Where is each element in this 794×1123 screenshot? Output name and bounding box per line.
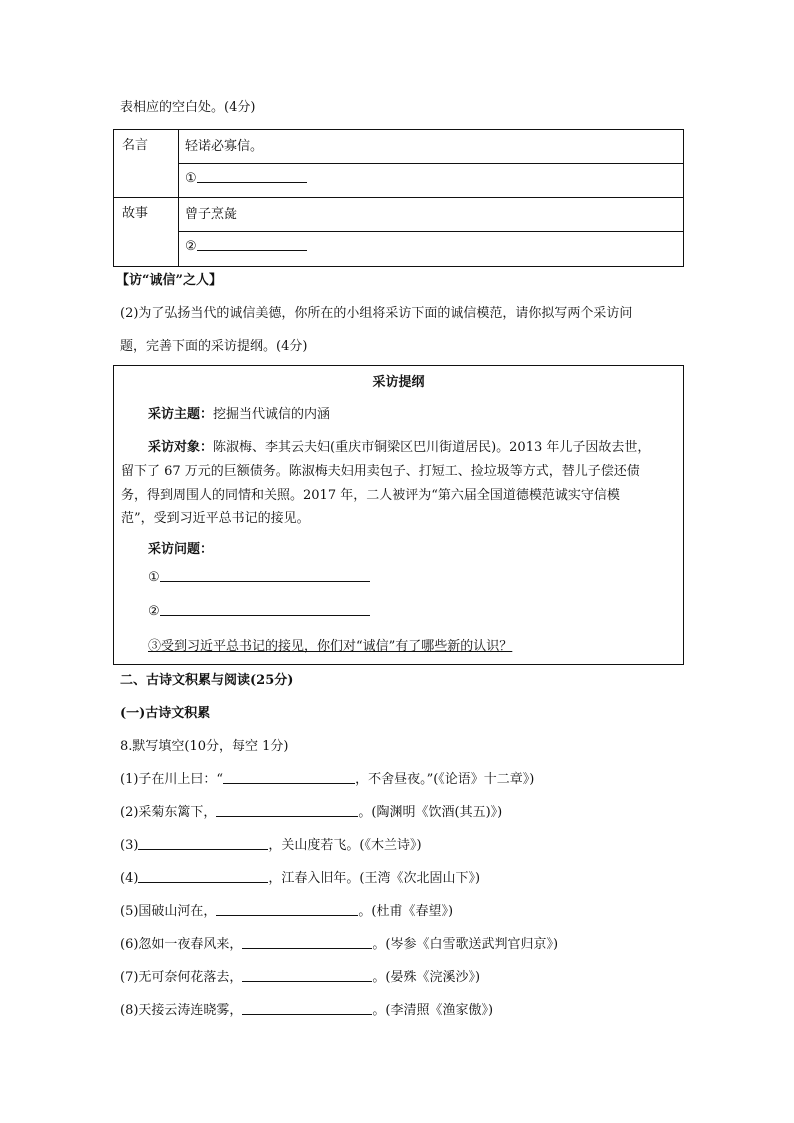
fill-blank[interactable] (242, 935, 372, 949)
row2-label: 故事 (122, 206, 149, 221)
fill-prefix: (4) (120, 871, 139, 886)
fill-suffix: 。(杜甫《春望》) (358, 904, 454, 919)
fill-line-3 (120, 834, 422, 853)
fill-suffix: ，江春入旧年。(王湾《次北固山下》) (268, 871, 481, 886)
part2-title: 二、古诗文积累与阅读(25分) (120, 673, 294, 688)
intro-line: 表相应的空白处。(4分) (120, 100, 256, 115)
fill-prefix: (7)无可奈何花落去， (120, 970, 243, 985)
fill-line-7 (120, 966, 480, 985)
fill-blank[interactable] (223, 770, 355, 784)
fill-blank[interactable] (216, 902, 358, 916)
fill-suffix: ，不舍昼夜。”(《论语》十二章》) (355, 772, 535, 787)
fill-line-6 (120, 933, 558, 952)
theme-value: 挖掘当代诚信的内涵 (213, 407, 331, 422)
subject-label: 采访对象： (148, 440, 214, 455)
quote-story-table (113, 129, 684, 267)
table-divider (178, 130, 179, 266)
outline-subject-line1 (148, 436, 650, 455)
interview-outline-box (113, 365, 684, 665)
answer-blank[interactable] (197, 237, 307, 251)
fill-prefix: (8)天接云涛连晓雾， (120, 1003, 243, 1018)
fill-suffix: 。(陶渊明《饮酒(其五)》) (358, 805, 503, 820)
questions-label: 采访问题： (148, 542, 214, 557)
fill-blank[interactable] (138, 836, 268, 850)
fill-prefix: (5)国破山河在， (120, 904, 217, 919)
q2-marker: ② (148, 604, 160, 619)
question-2 (148, 602, 370, 619)
row1-blank[interactable] (185, 169, 307, 186)
q2-line2: 题，完善下面的采访提纲。(4分) (120, 339, 308, 354)
q8-title: 8.默写填空(10分，每空 1分) (120, 739, 289, 754)
fill-blank[interactable] (216, 803, 358, 817)
question-blank[interactable] (160, 602, 370, 616)
fill-line-4 (120, 867, 480, 886)
table-divider (178, 231, 683, 232)
part2-sub: (一)古诗文积累 (120, 706, 211, 721)
row2-blank[interactable] (185, 237, 307, 254)
question-blank[interactable] (160, 568, 370, 582)
fill-line-2 (120, 801, 502, 820)
fill-prefix: (3) (120, 838, 139, 853)
answer-blank[interactable] (197, 169, 307, 183)
fill-prefix: (2)采菊东篱下， (120, 805, 217, 820)
row1-blank-marker: ① (185, 171, 197, 186)
fill-prefix: (1)子在川上曰：“ (120, 772, 224, 787)
subject-line2: 留下了 67 万元的巨额债务。陈淑梅夫妇用卖包子、打短工、捡垃圾等方式，替儿子偿还债 (121, 464, 640, 479)
fill-blank[interactable] (242, 1001, 372, 1015)
question-3: ③受到习近平总书记的接见，你们对“诚信”有了哪些新的认识？ (148, 639, 513, 654)
row1-value: 轻诺必寡信。 (185, 139, 264, 154)
row2-blank-marker: ② (185, 239, 197, 254)
q1-marker: ① (148, 570, 160, 585)
outline-theme (148, 403, 330, 422)
subject-text: 陈淑梅、李其云夫妇(重庆市铜梁区巴川街道居民)。2013 年儿子因故去世， (213, 440, 651, 455)
theme-label: 采访主题： (148, 407, 214, 422)
outline-title: 采访提纲 (372, 375, 425, 390)
row1-label: 名言 (122, 138, 149, 153)
fill-blank[interactable] (138, 869, 268, 883)
question-1 (148, 568, 370, 585)
section-visit-title: 【访“诚信”之人】 (116, 273, 222, 288)
fill-suffix: 。(李清照《渔家傲》) (372, 1003, 494, 1018)
fill-blank[interactable] (242, 968, 372, 982)
fill-suffix: 。(晏殊《浣溪沙》) (372, 970, 481, 985)
fill-prefix: (6)忽如一夜春风来， (120, 937, 243, 952)
subject-line4: 范”，受到习近平总书记的接见。 (121, 511, 310, 526)
fill-suffix: ，关山度若飞。(《木兰诗》) (268, 838, 422, 853)
table-divider (114, 197, 683, 198)
fill-suffix: 。(岑参《白雪歌送武判官归京》) (372, 937, 559, 952)
fill-line-8 (120, 999, 493, 1018)
fill-line-5 (120, 900, 453, 919)
fill-line-1 (120, 768, 534, 787)
q2-line1: (2)为了弘扬当代的诚信美德，你所在的小组将采访下面的诚信模范，请你拟写两个采访问 (120, 306, 633, 321)
row2-value: 曾子烹彘 (185, 207, 238, 222)
table-divider (178, 163, 683, 164)
subject-line3: 务，得到周围人的同情和关照。2017 年，二人被评为“第六届全国道德模范诚实守信模 (121, 488, 620, 503)
